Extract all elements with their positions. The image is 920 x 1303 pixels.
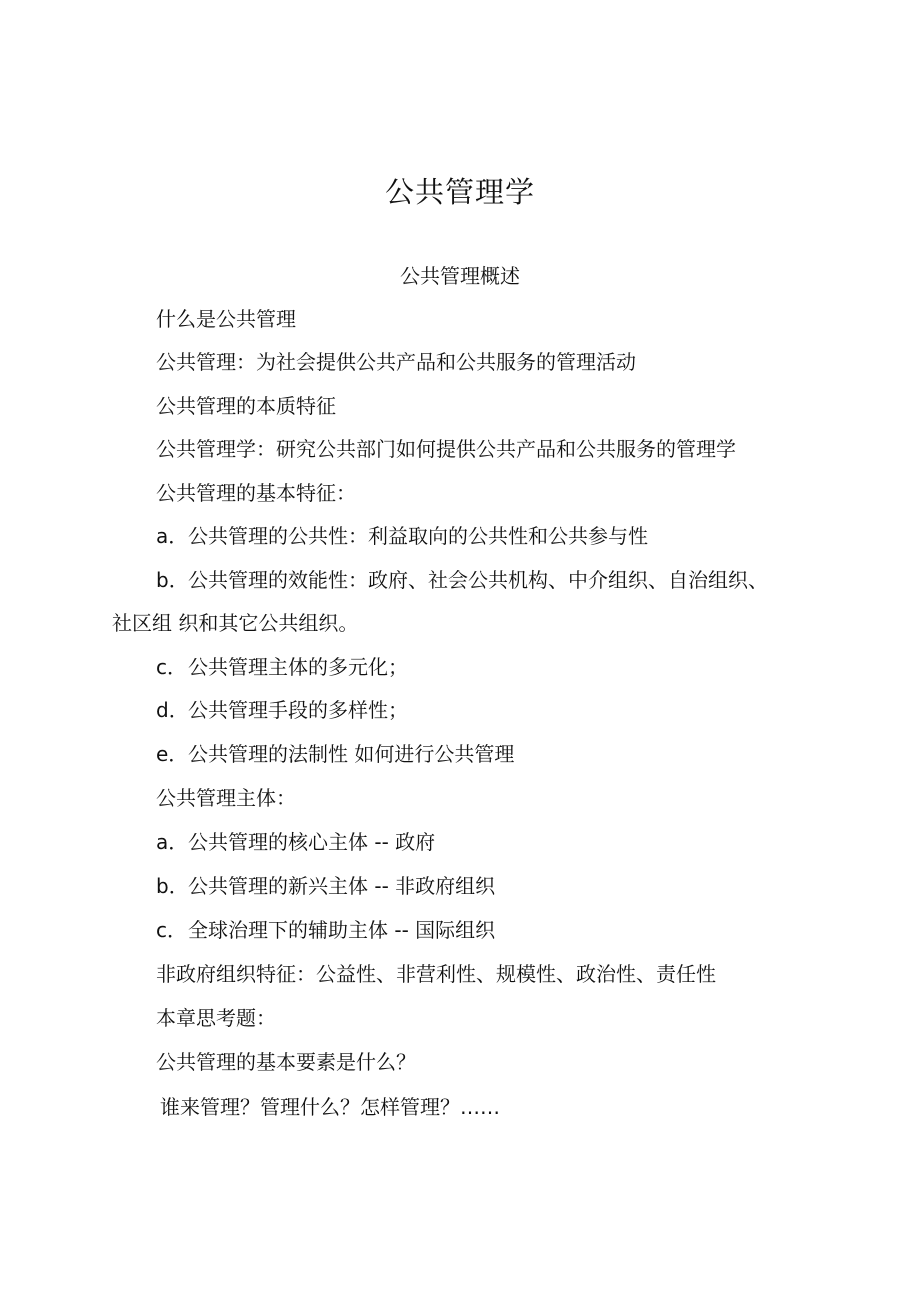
list-label: d． bbox=[156, 698, 189, 722]
list-text: 公共管理主体的多元化； bbox=[188, 655, 408, 679]
list-label: e． bbox=[156, 742, 189, 766]
text-line: 谁来管理？管理什么？怎样管理？…… bbox=[160, 1095, 500, 1119]
list-item bbox=[156, 828, 435, 856]
list-label: a． bbox=[156, 830, 189, 854]
list-label: a． bbox=[156, 524, 189, 548]
list-item bbox=[156, 696, 408, 724]
list-item bbox=[156, 740, 514, 768]
list-text: 公共管理手段的多样性； bbox=[188, 698, 408, 722]
list-item bbox=[156, 522, 648, 550]
text-line: 公共管理的本质特征 bbox=[156, 394, 336, 418]
text-line: 公共管理：为社会提供公共产品和公共服务的管理活动 bbox=[156, 350, 636, 374]
text-line: 本章思考题： bbox=[156, 1006, 276, 1030]
list-label: c． bbox=[156, 655, 187, 679]
list-text: 公共管理的新兴主体 -- 非政府组织 bbox=[188, 874, 496, 898]
list-item bbox=[156, 916, 495, 944]
list-text: 公共管理的公共性：利益取向的公共性和公共参与性 bbox=[188, 524, 648, 548]
list-item bbox=[156, 872, 495, 900]
list-text: 公共管理的效能性：政府、社会公共机构、中介组织、自治组织、 bbox=[188, 568, 768, 592]
text-line: 公共管理的基本特征： bbox=[156, 481, 356, 505]
text-line: 什么是公共管理 bbox=[156, 307, 296, 331]
text-line-continued: 社区组 织和其它公共组织。 bbox=[112, 611, 359, 635]
text-line: 公共管理学：研究公共部门如何提供公共产品和公共服务的管理学 bbox=[156, 437, 736, 461]
list-item bbox=[156, 566, 768, 594]
section-title: 公共管理概述 bbox=[400, 264, 520, 288]
document-title: 公共管理学 bbox=[384, 175, 535, 209]
list-label: b． bbox=[156, 568, 189, 592]
list-text: 全球治理下的辅助主体 -- 国际组织 bbox=[188, 918, 496, 942]
list-label: c． bbox=[156, 918, 187, 942]
text-line: 非政府组织特征：公益性、非营利性、规模性、政治性、责任性 bbox=[156, 962, 716, 986]
list-label: b． bbox=[156, 874, 189, 898]
list-item bbox=[156, 653, 408, 681]
text-line: 公共管理的基本要素是什么？ bbox=[156, 1050, 416, 1074]
list-text: 公共管理的核心主体 -- 政府 bbox=[188, 830, 436, 854]
list-text: 公共管理的法制性 如何进行公共管理 bbox=[188, 742, 515, 766]
text-line: 公共管理主体： bbox=[156, 786, 296, 810]
